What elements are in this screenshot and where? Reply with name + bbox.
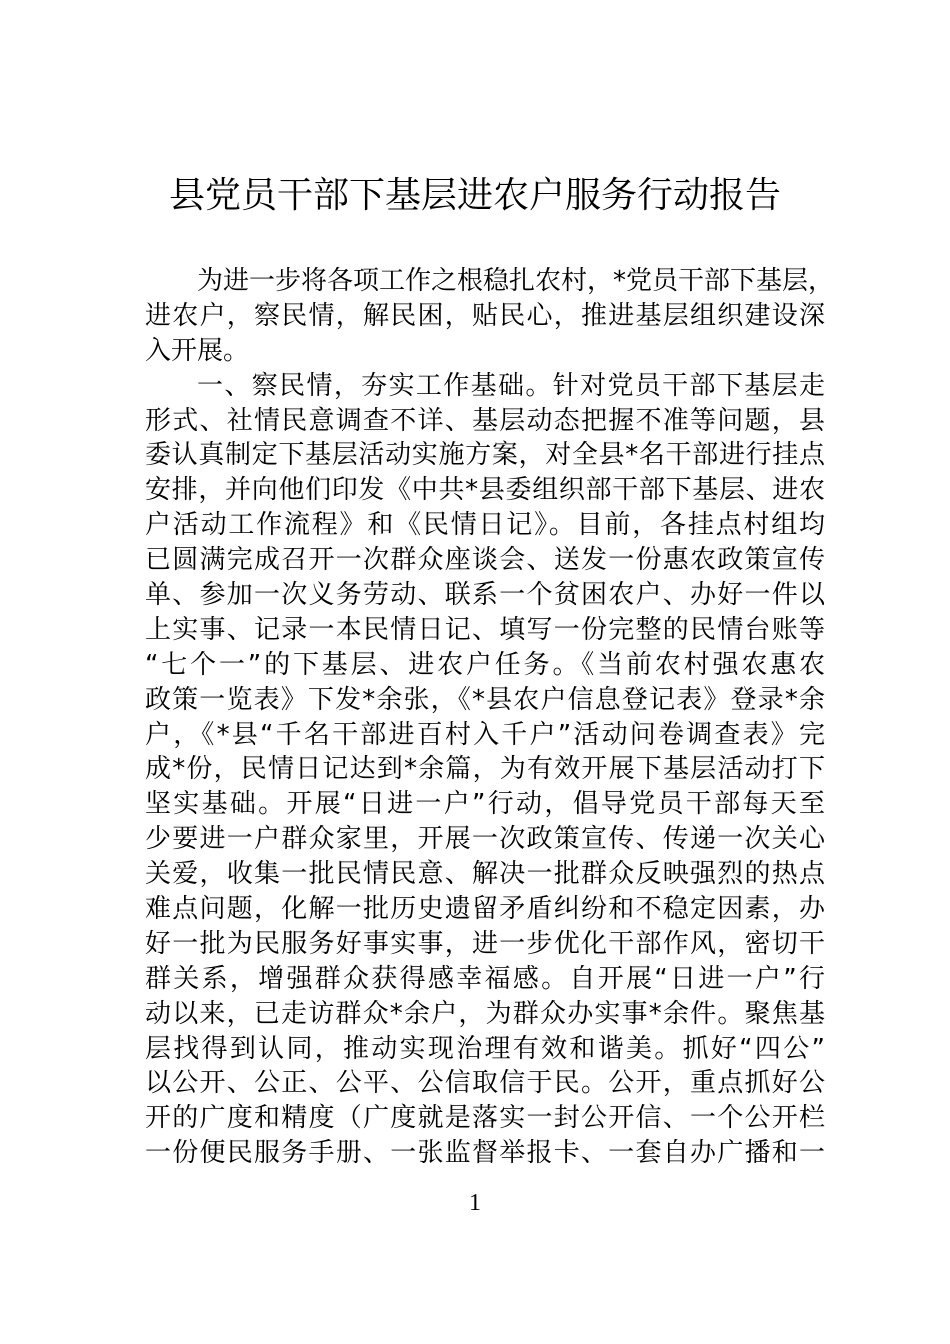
body-line: 动以来，已走访群众*余户，为群众办实事*余件。聚焦基 — [145, 998, 825, 1029]
body-line: 为进一步将各项工作之根稳扎农村，*党员干部下基层， — [197, 266, 835, 296]
body-line: 少要进一户群众家里，开展一次政策宣传、传递一次关心 — [145, 824, 825, 855]
body-line: 形式、社情民意调查不详、基层动态把握不准等问题，县 — [145, 405, 825, 436]
body-line: 已圆满完成召开一次群众座谈会、送发一份惠农政策宣传 — [145, 545, 825, 576]
body-line: “七个一”的下基层、进农户任务。《当前农村强农惠农 — [145, 649, 825, 680]
document-body — [145, 264, 835, 1171]
body-line: 单、参加一次义务劳动、联系一个贫困农户、办好一件以 — [145, 580, 825, 611]
body-line: 上实事、记录一本民情日记、填写一份完整的民情台账等 — [145, 614, 825, 645]
body-line: 一份便民服务手册、一张监督举报卡、一套自办广播和一 — [145, 1138, 825, 1169]
body-line: 政策一览表》下发*余张，《*县农户信息登记表》登录*余 — [145, 684, 825, 715]
body-line: 群关系，增强群众获得感幸福感。自开展“日进一户”行 — [145, 963, 825, 994]
body-line: 层找得到认同，推动实现治理有效和谐美。抓好“四公” — [145, 1033, 825, 1064]
body-line: 一、察民情，夯实工作基础。针对党员干部下基层走 — [197, 370, 825, 401]
body-line: 坚实基础。开展“日进一户”行动，倡导党员干部每天至 — [145, 789, 825, 820]
body-line: 安排，并向他们印发《中共*县委组织部干部下基层、进农 — [145, 475, 825, 506]
body-line: 进农户，察民情，解民困，贴民心，推进基层组织建设深 — [145, 300, 825, 331]
body-line: 入开展。 — [145, 335, 250, 366]
body-line: 关爱，收集一批民情民意、解决一批群众反映强烈的热点 — [145, 859, 825, 890]
body-line: 以公开、公正、公平、公信取信于民。公开，重点抓好公 — [145, 1068, 825, 1099]
body-line: 开的广度和精度（广度就是落实一封公开信、一个公开栏 — [145, 1103, 825, 1134]
document-title: 县党员干部下基层进农户服务行动报告 — [168, 175, 781, 216]
body-line: 户活动工作流程》和《民情日记》。目前，各挂点村组均 — [145, 510, 825, 541]
body-line: 户，《*县“千名干部进百村入千户”活动问卷调查表》完 — [145, 719, 825, 750]
page-number: 1 — [469, 1190, 481, 1216]
body-line: 成*份，民情日记达到*余篇，为有效开展下基层活动打下 — [145, 754, 825, 785]
body-line: 委认真制定下基层活动实施方案，对全县*名干部进行挂点 — [145, 440, 825, 471]
body-line: 难点问题，化解一批历史遗留矛盾纠纷和不稳定因素，办 — [145, 894, 825, 925]
body-line: 好一批为民服务好事实事，进一步优化干部作风，密切干 — [145, 928, 825, 959]
